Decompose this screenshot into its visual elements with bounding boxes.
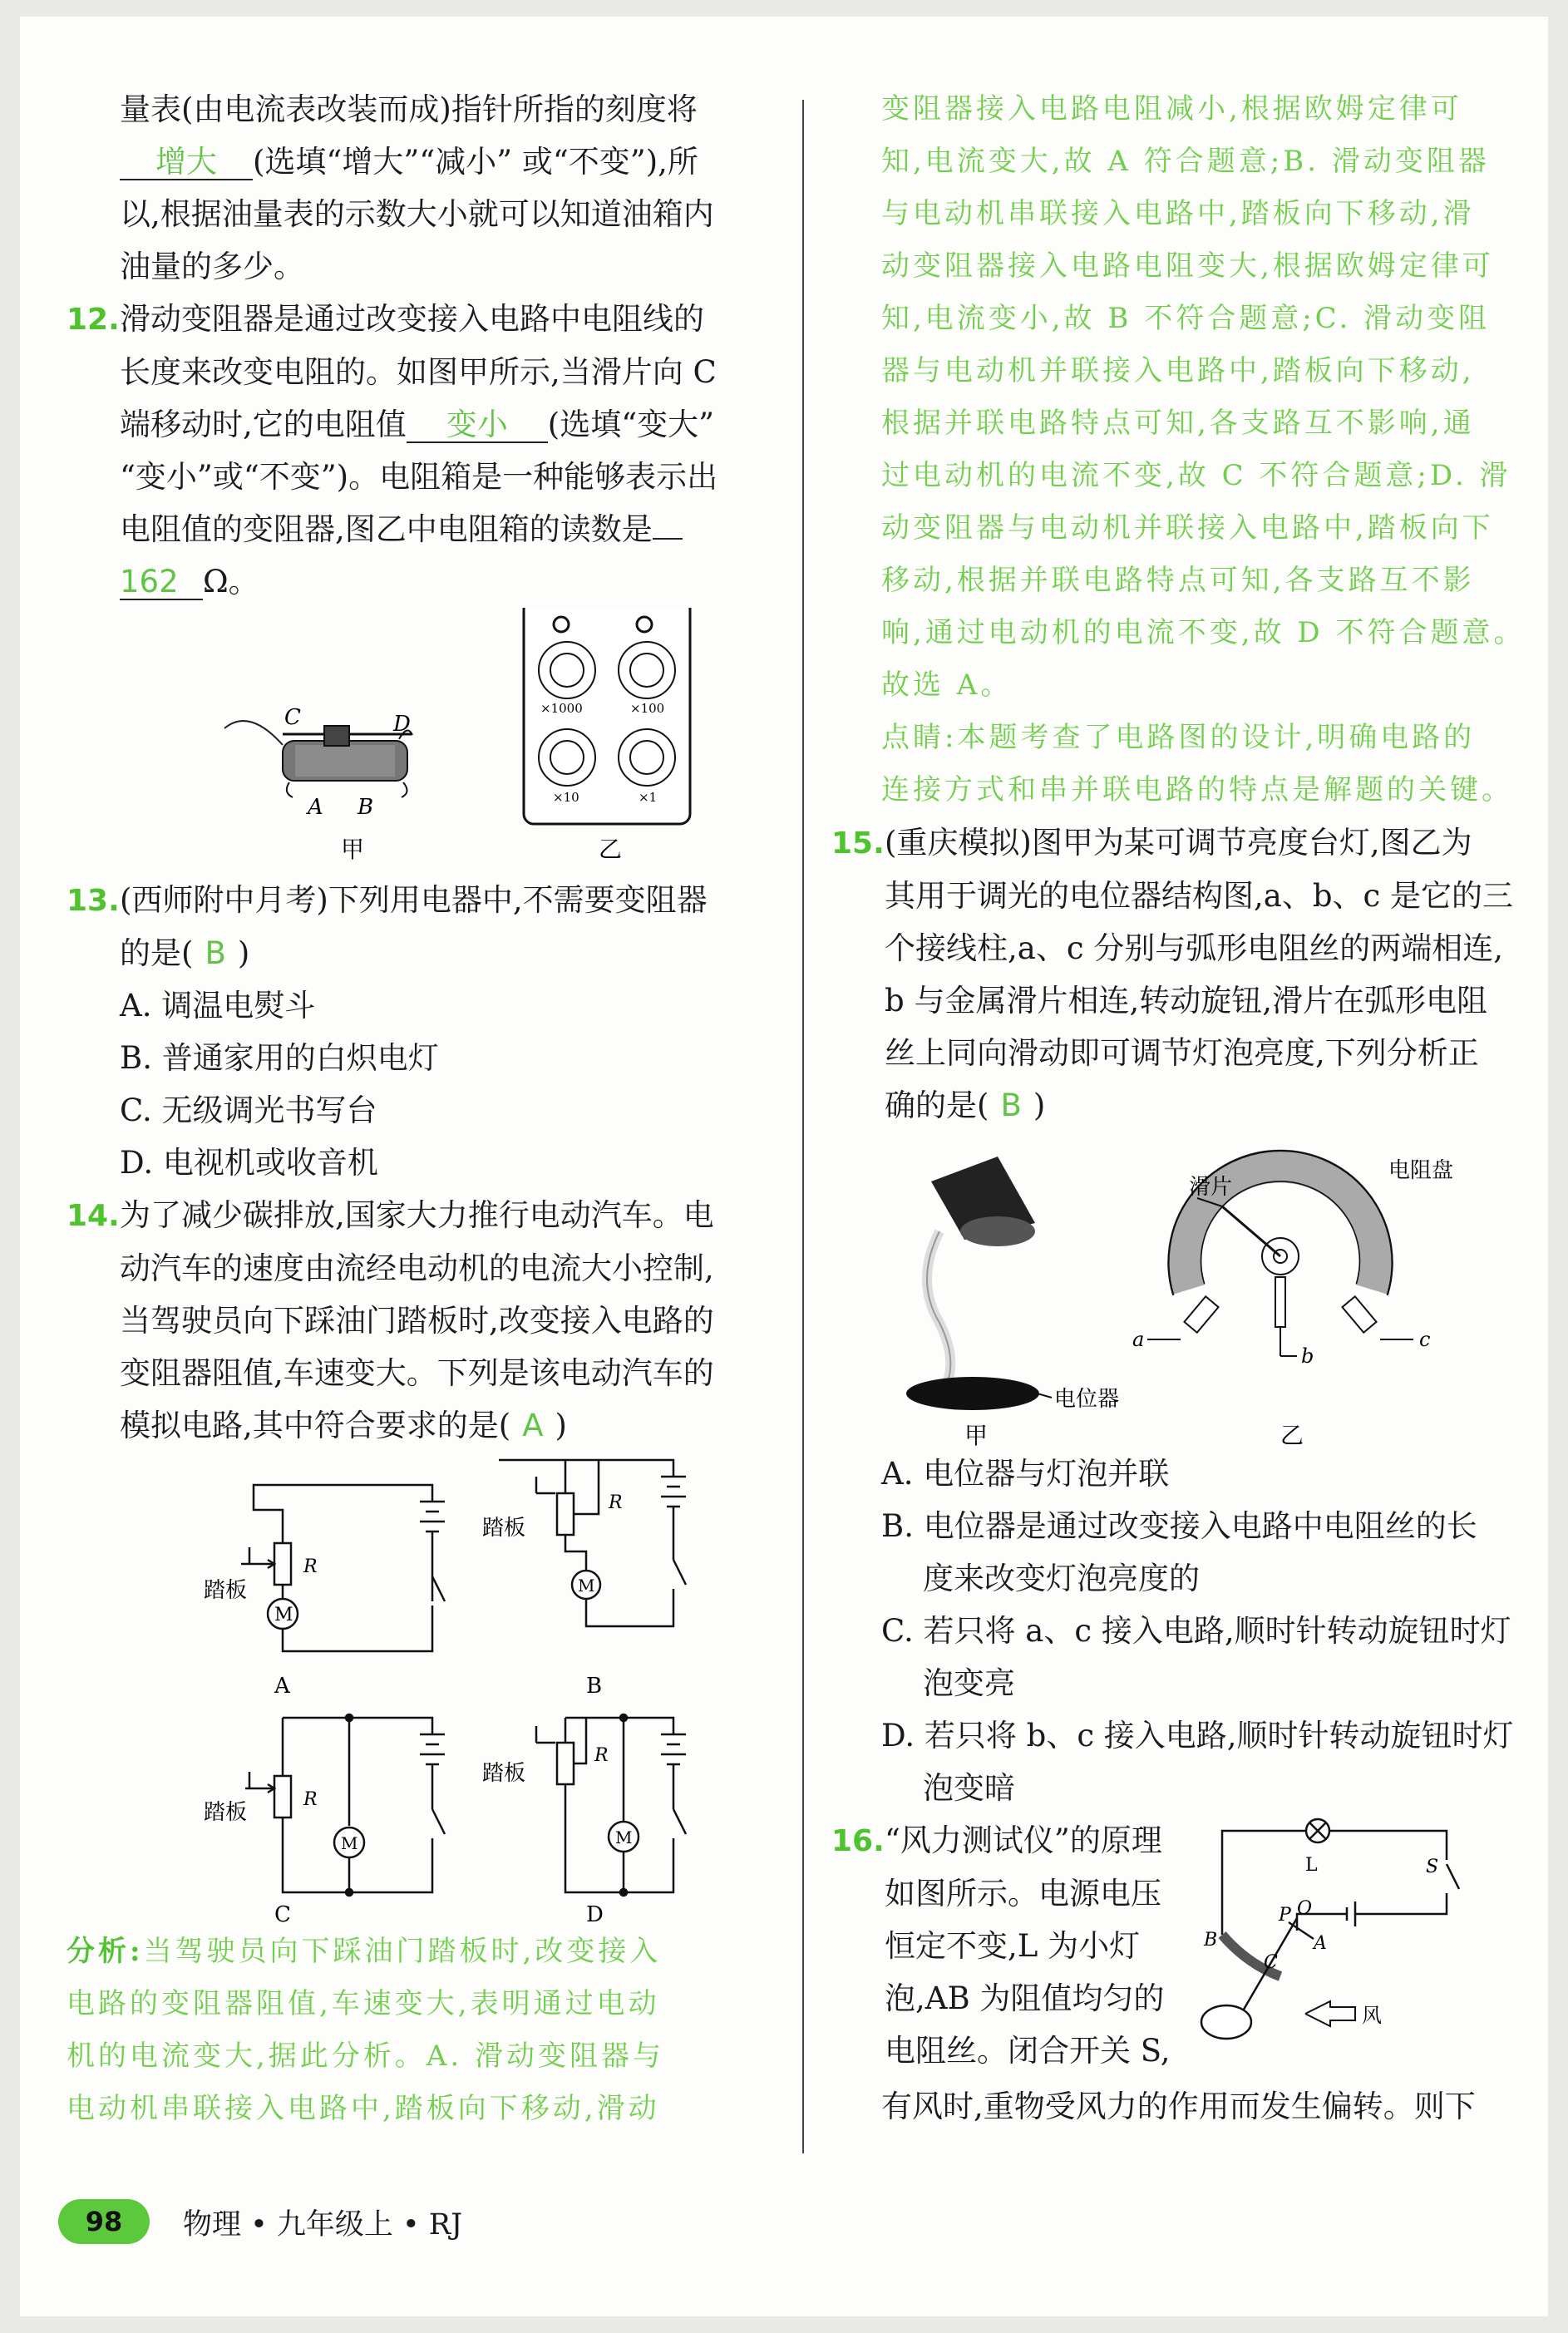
circuit-d-pedal: 踏板 xyxy=(482,1761,526,1786)
q13-line2: 的是( B ) xyxy=(120,935,250,971)
fig-jia-caption: 甲 xyxy=(341,836,365,863)
circuit-b-motor: M xyxy=(578,1576,595,1596)
rheostat-label-a: A xyxy=(308,795,323,820)
q12-figures xyxy=(67,608,782,874)
q15-line3: 个接线柱,a、c 分别与弧形电阻丝的两端相连, xyxy=(885,930,1504,966)
potentiometer-structure xyxy=(1147,1151,1413,1356)
dial-label-100: ×100 xyxy=(630,701,665,716)
q15-option-c-cont: 泡变亮 xyxy=(923,1665,1015,1701)
circuit-c-caption: C xyxy=(274,1902,291,1926)
q15-number: 15. xyxy=(831,826,885,861)
q12-line5: 电阻值的变阻器,图乙中电阻箱的读数是 xyxy=(67,503,782,555)
q14-line5: 模拟电路,其中符合要求的是( A ) xyxy=(120,1408,567,1443)
q14-analysis-line1: 分析:当驾驶员向下踩油门踏板时,改变接入 xyxy=(67,1935,662,1968)
q13-option-b: B. 普通家用的白炽电灯 xyxy=(120,1040,439,1076)
circuit-c-pedal: 踏板 xyxy=(204,1800,248,1825)
circuit-b-pedal: 踏板 xyxy=(482,1516,526,1541)
fig-yi-caption: 乙 xyxy=(599,836,623,863)
q16-line3: 恒定不变,L 为小灯 xyxy=(885,1928,1141,1964)
q14-analysis-line2: 电路的变阻器阻值,车速变大,表明通过电动 xyxy=(67,1987,660,2020)
circuit-a-pedal: 踏板 xyxy=(204,1578,248,1603)
circuit-d xyxy=(536,1714,686,1896)
q12-line6: 162 Ω。 xyxy=(120,564,259,599)
q15-figures xyxy=(831,1132,1530,1448)
circuit-d-caption: D xyxy=(586,1902,604,1926)
point-o-label: O xyxy=(1297,1898,1313,1919)
column-divider xyxy=(802,100,804,2153)
circuit-c xyxy=(245,1714,445,1896)
circuit-d-r: R xyxy=(594,1745,609,1766)
q14-comment-line1: 点睛:本题考查了电路图的设计,明确电路的 xyxy=(881,721,1476,754)
q14-analysis-continued: 变阻器接入电路电阻减小,根据欧姆定律可 知,电流变大,故 A 符合题意;B. 滑动变阻器 与电动机串联接入电路中,踏板向下移动,滑 动变阻器接入电路电阻变大,根据欧姆定律可 知,电流变小,故 B 不符合题意;C. 滑动变阻 器与电动机并联接入电路中,踏板向下移动, 根据并联电路特点可知,各支路互不影响,通 过电动机的电流不变,故 C 不符合题意;D. 滑 动变阻器与电动机并联接入电路中,踏板向下 移动,根据并联电路特点可知,各支路互不影 响,通过电动机的电流不变,故 D 不符合题意。 故选 A。 点睛:本题考查了电路图的设计,明确电路的 连接方式和串并联电路的特点是解题的关键。 xyxy=(831,83,1530,816)
q11-line2: 增大 (选填“增大”“减小” 或“不变”),所 xyxy=(67,136,782,188)
terminal-c-label: c xyxy=(1419,1328,1431,1351)
q15-line6: 确的是( B ) xyxy=(885,1088,1046,1123)
q12-number: 12. xyxy=(67,303,120,337)
q11-answer-blank: 增大 xyxy=(120,146,253,180)
q15-option-b-cont: 度来改变灯泡亮度的 xyxy=(923,1561,1200,1596)
page-number-badge: 98 xyxy=(58,2199,150,2244)
resistance-box xyxy=(524,608,690,824)
q15-option-d: D. 若只将 b、c 接入电路,顺时针转动旋钮时灯 xyxy=(881,1718,1514,1753)
q13-line1: 13.(西师附中月考)下列用电器中,不需要变阻器 xyxy=(67,874,782,927)
q15-line2: 其用于调光的电位器结构图,a、b、c 是它的三 xyxy=(885,878,1513,914)
q15-line1: 15.(重庆模拟)图甲为某可调节亮度台灯,图乙为 xyxy=(831,816,1530,870)
q11-line4: 油量的多少。 xyxy=(120,249,304,284)
q14-line3: 当驾驶员向下踩油门踏板时,改变接入电路的 xyxy=(120,1303,714,1339)
q14-line4: 变阻器阻值,车速变大。下列是该电动汽车的 xyxy=(120,1355,714,1391)
q16-number: 16. xyxy=(831,1824,885,1858)
q15-option-c: C. 若只将 a、c 接入电路,顺时针转动旋钮时灯 xyxy=(881,1613,1511,1649)
dial-label-1000: ×1000 xyxy=(540,701,583,716)
q13-option-c: C. 无级调光书写台 xyxy=(120,1093,377,1128)
q12-line4: “变小”或“不变”)。电阻箱是一种能够表示出 xyxy=(120,459,718,495)
q14-analysis-line3: 机的电流变大,据此分析。A. 滑动变阻器与 xyxy=(67,2040,664,2073)
fig15-yi-caption: 乙 xyxy=(1280,1422,1304,1448)
q12-line2: 长度来改变电阻的。如图甲所示,当滑片向 C xyxy=(120,354,717,390)
q16-line1: 16.“风力测试仪”的原理 xyxy=(831,1814,1530,1867)
footer-subject: 物理 • 九年级上 • RJ xyxy=(183,2208,463,2242)
rheostat-label-b: B xyxy=(357,795,374,820)
q12-answer-blank-1: 变小 xyxy=(407,408,548,443)
circuit-figures xyxy=(67,1452,782,1926)
circuit-b-r: R xyxy=(609,1492,623,1513)
slider-label: 滑片 xyxy=(1189,1175,1233,1200)
right-column xyxy=(831,83,1530,2133)
q14-line1: 14.为了减少碳排放,国家大力推行电动汽车。电 xyxy=(67,1189,782,1242)
fig15-jia-caption: 甲 xyxy=(964,1422,989,1448)
desk-lamp-drawing xyxy=(906,1157,1052,1410)
q15-line4: b 与金属滑片相连,转动旋钮,滑片在弧形电阻 xyxy=(885,983,1487,1019)
q14-analysis-line4: 电动机串联接入电路中,踏板向下移动,滑动 xyxy=(67,2092,660,2125)
q14-comment-line2: 连接方式和串并联电路的特点是解题的关键。 xyxy=(881,773,1513,806)
wind-arrow xyxy=(1305,2001,1355,2026)
circuit-a xyxy=(241,1485,445,1651)
lamp-l-label: L xyxy=(1305,1855,1318,1876)
q15-line5: 丝上同向滑动即可调节灯泡亮度,下列分析正 xyxy=(885,1035,1479,1071)
rheostat-label-d: D xyxy=(393,712,411,737)
q13-number: 13. xyxy=(67,884,120,918)
q13-option-a: A. 调温电熨斗 xyxy=(120,988,316,1023)
q16-last-line: 有风时,重物受风力的作用而发生偏转。则下 xyxy=(881,2089,1476,2124)
q15-option-a: A. 电位器与灯泡并联 xyxy=(881,1456,1170,1492)
potentiometer-label: 电位器 xyxy=(1054,1387,1120,1412)
terminal-b-label: b xyxy=(1301,1344,1314,1368)
circuit-d-motor: M xyxy=(615,1827,633,1847)
circuit-b-caption: B xyxy=(586,1674,603,1699)
q14-number: 14. xyxy=(67,1199,120,1233)
circuit-a-caption: A xyxy=(274,1674,290,1699)
circuit-c-r: R xyxy=(303,1789,318,1810)
lamp-potentiometer-figure xyxy=(831,1132,1530,1448)
q13-option-d: D. 电视机或收音机 xyxy=(120,1145,378,1181)
q16-line5: 电阻丝。闭合开关 S, xyxy=(885,2033,1171,2069)
point-a-label: A xyxy=(1314,1933,1327,1954)
circuit-a-r: R xyxy=(303,1556,318,1577)
q14-circuits xyxy=(67,1452,782,1926)
circuit-c-motor: M xyxy=(341,1833,358,1853)
q15-option-b: B. 电位器是通过改变接入电路中电阻丝的长 xyxy=(881,1508,1477,1544)
rheostat-figure xyxy=(67,608,782,874)
point-b-label: B xyxy=(1204,1930,1218,1951)
q16-line4: 泡,AB 为阻值均匀的 xyxy=(885,1980,1165,2016)
terminal-a-label: a xyxy=(1132,1328,1145,1351)
q14-line2: 动汽车的速度由流经电动机的电流大小控制, xyxy=(120,1250,714,1286)
disc-label: 电阻盘 xyxy=(1388,1158,1454,1183)
wind-label: 风 xyxy=(1362,2004,1382,2027)
q12-answer-blank-2: 162 xyxy=(120,565,203,600)
dial-label-1: ×1 xyxy=(639,790,658,805)
q16-block xyxy=(831,1814,1530,2080)
q13-answer: B xyxy=(205,935,226,971)
q15-answer: B xyxy=(1000,1088,1022,1123)
q11-line1: 量表(由电流表改装而成)指针所指的刻度将 xyxy=(120,91,698,127)
q15-option-d-cont: 泡变暗 xyxy=(923,1770,1015,1806)
q12-line3: 端移动时,它的电阻值 变小 (选填“变大” xyxy=(120,407,715,442)
point-c-label: C xyxy=(1264,1952,1278,1973)
left-column xyxy=(67,83,782,2135)
q16-line2: 如图所示。电源电压 xyxy=(885,1876,1161,1911)
q11-line3: 以,根据油量表的示数大小就可以知道油箱内 xyxy=(120,196,714,232)
switch-s-label: S xyxy=(1426,1857,1439,1877)
q12-line1: 12.滑动变阻器是通过改变接入电路中电阻线的 xyxy=(67,293,782,346)
point-p-label: P xyxy=(1279,1905,1291,1926)
rheostat-drawing xyxy=(224,721,412,797)
circuit-a-motor: M xyxy=(274,1605,293,1625)
q14-answer: A xyxy=(522,1408,544,1443)
circuit-b xyxy=(499,1460,686,1626)
dial-label-10: ×10 xyxy=(553,790,579,805)
wind-tester-figure xyxy=(1181,1814,1513,2064)
rheostat-label-c: C xyxy=(284,705,301,730)
